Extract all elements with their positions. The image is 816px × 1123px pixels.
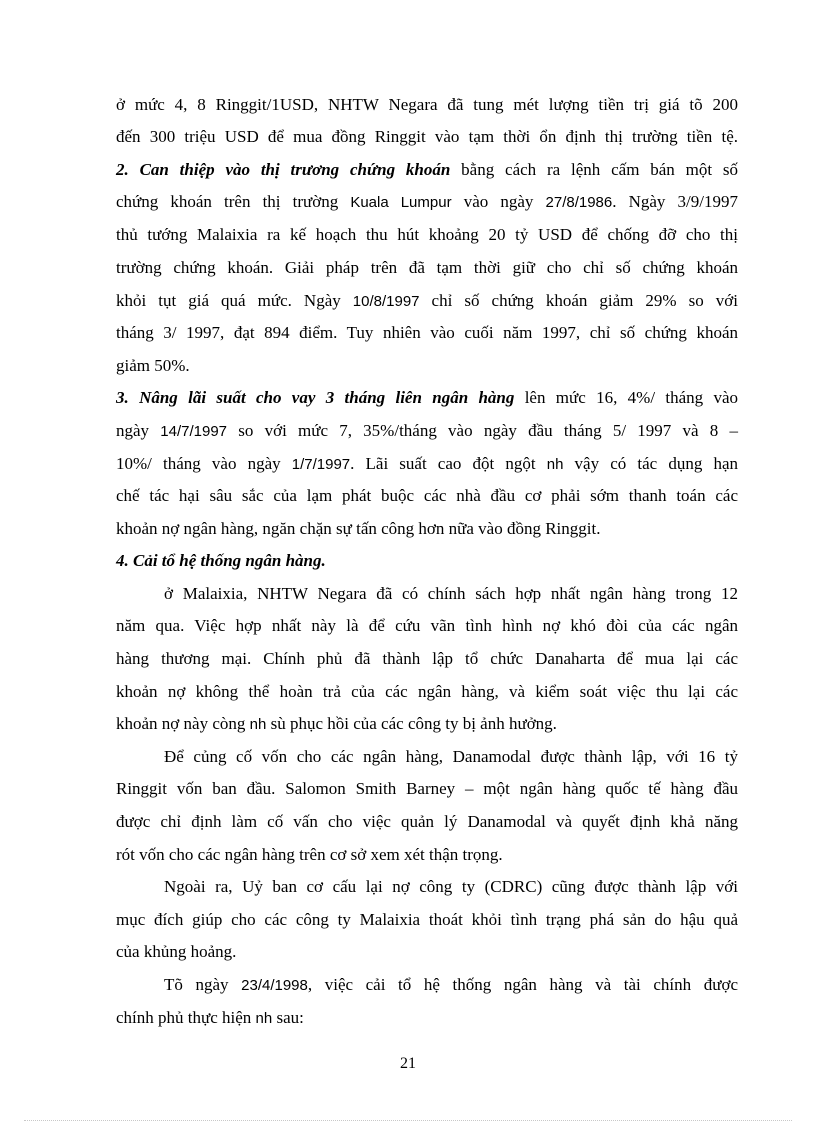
text-run: khoản nợ không thể hoàn trả của các ngân hàng, và kiểm soát việc thu lại các — [116, 682, 738, 701]
text-run: được chỉ định làm cố vấn cho việc quản lý Danamodal và quyết định khả năng — [116, 812, 738, 831]
text-run: thủ tướng Malaixia ra kế hoạch thu hút khoảng 20 tỷ USD để chống đỡ cho thị — [116, 225, 738, 244]
text-run: năm qua. Việc hợp nhất này là để cứu vãn tình hình nợ khó đòi của các ngân — [116, 616, 738, 635]
text-run: Để củng cố vốn cho các ngân hàng, Danamodal được thành lập, với 16 tỷ — [164, 747, 738, 766]
text-run: lên mức 16, 4%/ tháng vào — [514, 388, 738, 407]
text-line — [116, 712, 738, 737]
text-run: của khủng hoảng. — [116, 942, 237, 961]
text-line — [116, 93, 738, 117]
text-line — [116, 256, 738, 280]
inline-field-text: nh — [546, 456, 564, 473]
text-line — [116, 810, 738, 834]
text-line — [116, 289, 738, 314]
text-run: sau: — [272, 1008, 304, 1027]
section-heading: 2. Can thiệp vào thị trương chứng khoán — [116, 160, 451, 179]
page-number: 21 — [400, 1055, 416, 1072]
section-heading: 3. Nâng lãi suất cho vay 3 tháng liên ngân hàng — [116, 388, 515, 407]
text-run: vào ngày — [451, 192, 546, 211]
inline-field-text: Kuala Lumpur — [350, 194, 452, 211]
text-run: . Lãi suất cao đột ngột — [350, 454, 547, 473]
text-line — [116, 843, 738, 867]
text-run: rót vốn cho các ngân hàng trên cơ sở xem xét thận trọng. — [116, 845, 503, 864]
text-run: chứng khoán trên thị trường — [116, 192, 351, 211]
text-run: Tõ ngày — [164, 975, 242, 994]
text-run: bằng cách ra lệnh cấm bán một số — [450, 160, 738, 179]
text-line — [116, 158, 738, 182]
text-line — [164, 582, 738, 606]
inline-field-text: 23/4/1998 — [241, 977, 308, 994]
text-line — [116, 125, 738, 149]
text-run: ngày — [116, 421, 161, 440]
text-run: đến 300 triệu USD để mua đồng Ringgit vào tạm thời ổn định thị trường tiền tệ. — [116, 127, 738, 146]
text-run: mục đích giúp cho các công ty Malaixia thoát khỏi tình trạng phá sản do hậu quả — [116, 910, 738, 929]
text-line — [116, 549, 738, 573]
text-line — [116, 908, 738, 932]
text-line — [116, 614, 738, 638]
text-line — [164, 745, 738, 769]
inline-field-text: nh — [249, 716, 267, 733]
text-run: chỉ số chứng khoán giảm 29% so với — [419, 291, 738, 310]
footer-divider — [24, 1120, 792, 1121]
text-run: . Ngày 3/9/1997 — [612, 192, 738, 211]
inline-field-text: 10/8/1997 — [352, 293, 420, 310]
text-line — [116, 484, 738, 508]
text-line — [116, 223, 738, 247]
text-run: chế tác hại sâu sắc của lạm phát buộc các nhà đầu cơ phải sớm thanh toán các — [116, 486, 738, 505]
text-run: Ringgit vốn ban đầu. Salomon Smith Barney – một ngân hàng quốc tế hàng đầu — [116, 779, 738, 798]
inline-field-text: 1/7/1997 — [291, 456, 351, 473]
inline-field-text: nh — [255, 1010, 273, 1027]
text-run: tháng 3/ 1997, đạt 894 điểm. Tuy nhiên vào cuối năm 1997, chỉ số chứng khoán — [116, 323, 738, 342]
text-line — [116, 452, 738, 477]
text-run: so với mức 7, 35%/tháng vào ngày đầu tháng 5/ 1997 và 8 – — [227, 421, 739, 440]
text-run: khỏi tụt giá quá mức. Ngày — [116, 291, 353, 310]
text-run: ở mức 4, 8 Ringgit/1USD, NHTW Negara đã tung mét lượng tiền trị giá tõ 200 — [116, 95, 738, 114]
text-run: ở Malaixia, NHTW Negara đã có chính sách hợp nhất ngân hàng trong 12 — [164, 584, 738, 603]
section-heading: 4. Cải tổ hệ thống ngân hàng. — [116, 551, 326, 570]
text-line — [116, 386, 738, 410]
text-line — [116, 321, 738, 345]
text-run: , việc cải tổ hệ thống ngân hàng và tài chính được — [307, 975, 739, 994]
text-line — [116, 777, 738, 801]
text-line — [116, 1006, 738, 1031]
text-line — [116, 354, 738, 378]
text-run: sù phục hồi của các công ty bị ảnh hưởng. — [266, 714, 557, 733]
text-run: Ngoài ra, Uỷ ban cơ cấu lại nợ công ty (CDRC) cũng được thành lập với — [164, 877, 738, 896]
text-run: trường chứng khoán. Giải pháp trên đã tạm thời giữ cho chỉ số chứng khoán — [116, 258, 738, 277]
text-run: khoản nợ này còng — [116, 714, 250, 733]
text-line — [116, 647, 738, 671]
text-run: vậy có tác dụng hạn — [563, 454, 739, 473]
text-run: chính phủ thực hiện — [116, 1008, 256, 1027]
inline-field-text: 14/7/1997 — [160, 423, 228, 440]
inline-field-text: 27/8/1986 — [545, 194, 613, 211]
text-line — [116, 517, 738, 541]
text-run: hàng thương mại. Chính phủ đã thành lập tổ chức Danaharta để mua lại các — [116, 649, 738, 668]
text-line — [116, 940, 738, 964]
text-line — [116, 680, 738, 704]
text-line — [116, 190, 738, 215]
text-line — [116, 419, 738, 444]
text-run: 10%/ tháng vào ngày — [116, 454, 292, 473]
text-line — [164, 973, 738, 998]
text-run: giảm 50%. — [116, 356, 190, 375]
text-run: khoản nợ ngân hàng, ngăn chặn sự tấn công hơn nữa vào đồng Ringgit. — [116, 519, 601, 538]
text-line — [164, 875, 738, 899]
